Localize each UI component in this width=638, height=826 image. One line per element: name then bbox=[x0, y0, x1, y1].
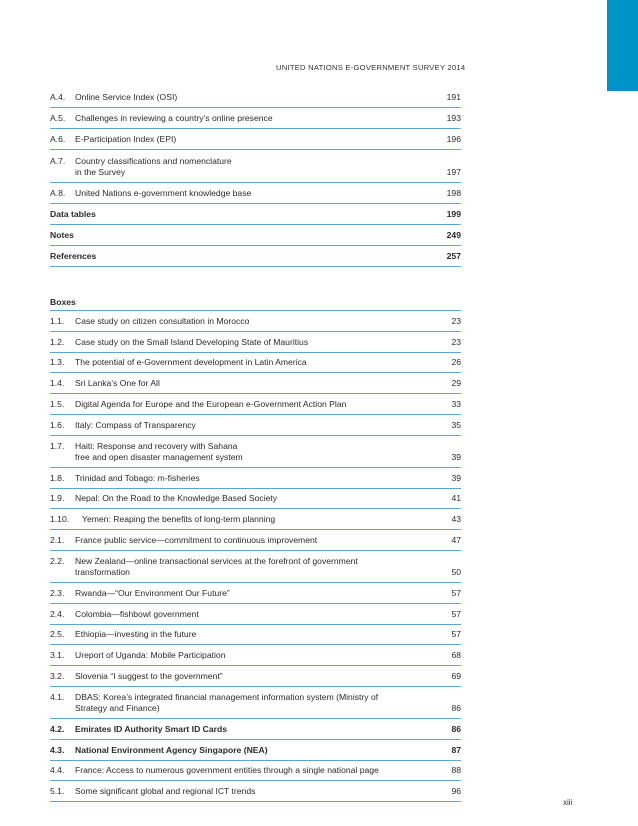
entry-page-number: 257 bbox=[446, 251, 461, 261]
entry-page-number: 29 bbox=[451, 378, 461, 389]
entry-number: 1.2. bbox=[50, 336, 65, 347]
entry-page-number: 249 bbox=[446, 230, 461, 240]
toc-entry[interactable] bbox=[50, 311, 461, 332]
entry-number: 4.3. bbox=[50, 744, 65, 755]
toc-entry[interactable] bbox=[50, 225, 461, 246]
entry-title-text: Notes bbox=[50, 230, 74, 240]
toc-entry[interactable] bbox=[50, 604, 461, 625]
toc-entry[interactable] bbox=[50, 246, 461, 267]
toc-entry[interactable] bbox=[50, 468, 461, 489]
entry-title bbox=[50, 671, 415, 682]
toc-entry[interactable] bbox=[50, 129, 461, 150]
entry-page-number: 39 bbox=[451, 472, 461, 483]
entry-number: 3.2. bbox=[50, 670, 65, 681]
entry-title-continued: in the Survey bbox=[75, 167, 126, 177]
entry-number: 4.4. bbox=[50, 765, 65, 776]
boxes-list bbox=[50, 311, 461, 802]
entry-number: 4.2. bbox=[50, 723, 65, 734]
entry-page-number: 196 bbox=[446, 134, 461, 144]
entry-title-text: Online Service Index (OSI) bbox=[75, 92, 178, 102]
entry-page-number: 86 bbox=[451, 702, 461, 713]
toc-entry[interactable] bbox=[50, 353, 461, 374]
entry-number: 1.7. bbox=[50, 440, 65, 451]
page-number: xiii bbox=[563, 798, 573, 807]
entry-title bbox=[50, 230, 415, 241]
table-of-contents bbox=[50, 87, 461, 802]
entry-number: 1.4. bbox=[50, 378, 65, 389]
toc-entry[interactable] bbox=[50, 489, 461, 510]
entry-title-text: Yemen: Reaping the benefits of long-term planning bbox=[82, 514, 276, 525]
entry-title bbox=[50, 441, 415, 463]
toc-entry[interactable] bbox=[50, 719, 461, 740]
entry-number: 5.1. bbox=[50, 786, 65, 797]
entry-title-text: Trinidad and Tobago: m-fisheries bbox=[75, 472, 200, 483]
entry-title bbox=[50, 609, 415, 620]
toc-entry[interactable] bbox=[50, 204, 461, 225]
entry-title-text: Emirates ID Authority Smart ID Cards bbox=[75, 723, 228, 734]
running-header: UNITED NATIONS E-GOVERNMENT SURVEY 2014 bbox=[276, 63, 466, 72]
entry-title-text: Digital Agenda for Europe and the European e-Government Action Plan bbox=[75, 398, 347, 409]
annex-entries bbox=[50, 87, 461, 204]
entry-page-number: 69 bbox=[451, 670, 461, 681]
entry-page-number: 50 bbox=[451, 566, 461, 577]
entry-title-text: France: Access to numerous government entities through a single national page bbox=[75, 765, 379, 776]
boxes-heading-label: Boxes bbox=[50, 297, 76, 307]
entry-title-text: References bbox=[50, 251, 97, 261]
entry-number: 1.1. bbox=[50, 315, 65, 326]
entry-title-text: Italy: Compass of Transparency bbox=[75, 419, 196, 430]
entry-number: 2.3. bbox=[50, 587, 65, 598]
entry-page-number: 57 bbox=[451, 587, 461, 598]
entry-page-number: 43 bbox=[451, 514, 461, 525]
entry-number: A.8. bbox=[50, 188, 66, 198]
toc-entry[interactable] bbox=[50, 740, 461, 761]
entry-title-text: Case study on the Small Island Developing State of Mauritius bbox=[75, 336, 309, 347]
entry-title-text: Slovenia “I suggest to the government” bbox=[75, 670, 223, 681]
entry-page-number: 41 bbox=[451, 493, 461, 504]
toc-entry[interactable] bbox=[50, 415, 461, 436]
entry-title-continued: Strategy and Finance) bbox=[75, 702, 160, 713]
entry-title bbox=[50, 765, 415, 776]
entry-page-number: 88 bbox=[451, 765, 461, 776]
toc-entry[interactable] bbox=[50, 183, 461, 204]
entry-title-text: United Nations e-government knowledge base bbox=[75, 188, 252, 198]
entry-title-text: Haiti: Response and recovery with Sahana bbox=[75, 440, 238, 451]
toc-entry[interactable] bbox=[50, 394, 461, 415]
entry-page-number: 39 bbox=[451, 451, 461, 462]
entry-title-text: Challenges in reviewing a country’s online presence bbox=[75, 113, 273, 123]
entry-number: 4.1. bbox=[50, 691, 65, 702]
toc-entry[interactable] bbox=[50, 645, 461, 666]
entry-title-text: Case study on citizen consultation in Morocco bbox=[75, 315, 250, 326]
entry-title-text: Ureport of Uganda: Mobile Participation bbox=[75, 650, 226, 661]
entry-title-text: Ethiopia—investing in the future bbox=[75, 629, 197, 640]
toc-entry[interactable] bbox=[50, 332, 461, 353]
toc-entry[interactable] bbox=[50, 761, 461, 782]
entry-number: 1.10. bbox=[50, 514, 70, 525]
toc-entry[interactable] bbox=[50, 625, 461, 646]
entry-number: 2.2. bbox=[50, 555, 65, 566]
entry-number: 2.4. bbox=[50, 608, 65, 619]
toc-entry[interactable] bbox=[50, 687, 461, 719]
toc-entry[interactable] bbox=[50, 530, 461, 551]
entry-title bbox=[50, 745, 415, 756]
entry-number: 1.5. bbox=[50, 398, 65, 409]
entry-page-number: 86 bbox=[451, 723, 461, 734]
entry-title bbox=[50, 337, 415, 348]
toc-entry[interactable] bbox=[50, 373, 461, 394]
entry-title bbox=[50, 113, 415, 124]
entry-page-number: 33 bbox=[451, 398, 461, 409]
entry-page-number: 68 bbox=[451, 650, 461, 661]
entry-title bbox=[50, 209, 415, 220]
entry-number: 2.5. bbox=[50, 629, 65, 640]
entry-number: A.7. bbox=[50, 156, 66, 166]
toc-entry[interactable] bbox=[50, 781, 461, 802]
toc-entry[interactable] bbox=[50, 108, 461, 129]
boxes-heading bbox=[50, 285, 461, 311]
entry-page-number: 47 bbox=[451, 534, 461, 545]
entry-title-text: E-Participation Index (EPI) bbox=[75, 134, 177, 144]
entry-title-text: Rwanda—“Our Environment Our Future” bbox=[75, 587, 230, 598]
entry-page-number: 191 bbox=[446, 92, 461, 102]
toc-entry[interactable] bbox=[50, 509, 461, 530]
entry-title-text: National Environment Agency Singapore (NEA) bbox=[75, 744, 268, 755]
entry-title-text: New Zealand—online transactional services at the forefront of government bbox=[75, 555, 358, 566]
entry-title bbox=[50, 316, 415, 327]
main-sections bbox=[50, 204, 461, 267]
entry-title bbox=[50, 556, 415, 578]
entry-page-number: 23 bbox=[451, 336, 461, 347]
entry-number: 3.1. bbox=[50, 650, 65, 661]
entry-page-number: 26 bbox=[451, 357, 461, 368]
toc-entry[interactable] bbox=[50, 436, 461, 468]
entry-title bbox=[50, 399, 415, 410]
entry-title-continued: free and open disaster management system bbox=[75, 451, 243, 462]
entry-title-text: France public service—commitment to continuous improvement bbox=[75, 534, 318, 545]
entry-number: A.4. bbox=[50, 92, 66, 102]
entry-title bbox=[50, 188, 415, 199]
toc-entry[interactable] bbox=[50, 150, 461, 183]
entry-title-text: Country classifications and nomenclature bbox=[75, 156, 232, 166]
entry-title bbox=[50, 692, 415, 714]
entry-page-number: 87 bbox=[451, 744, 461, 755]
entry-title bbox=[50, 535, 415, 546]
entry-title bbox=[50, 629, 415, 640]
entry-number: 2.1. bbox=[50, 534, 65, 545]
entry-title bbox=[50, 378, 415, 389]
entry-title bbox=[50, 134, 415, 145]
entry-title bbox=[50, 156, 415, 178]
entry-title bbox=[50, 588, 415, 599]
entry-page-number: 23 bbox=[451, 315, 461, 326]
entry-page-number: 199 bbox=[446, 209, 461, 219]
entry-page-number: 57 bbox=[451, 608, 461, 619]
entry-page-number: 96 bbox=[451, 786, 461, 797]
side-tab bbox=[607, 0, 638, 91]
entry-page-number: 197 bbox=[446, 167, 461, 177]
entry-page-number: 35 bbox=[451, 419, 461, 430]
entry-number: 1.6. bbox=[50, 419, 65, 430]
entry-title bbox=[50, 251, 415, 262]
entry-title bbox=[50, 357, 415, 368]
entry-title-continued: transformation bbox=[75, 566, 130, 577]
entry-title-text: Nepal: On the Road to the Knowledge Based Society bbox=[75, 493, 278, 504]
entry-title-text: The potential of e-Government development in Latin America bbox=[75, 357, 307, 368]
entry-number: 1.9. bbox=[50, 493, 65, 504]
entry-title bbox=[50, 514, 415, 525]
entry-title bbox=[50, 92, 415, 103]
toc-entry[interactable] bbox=[50, 583, 461, 604]
entry-number: 1.8. bbox=[50, 472, 65, 483]
entry-title bbox=[50, 724, 415, 735]
entry-title-text: Data tables bbox=[50, 209, 96, 219]
entry-number: A.5. bbox=[50, 113, 66, 123]
toc-entry[interactable] bbox=[50, 666, 461, 687]
entry-title-text: Sri Lanka’s One for All bbox=[75, 378, 160, 389]
entry-title bbox=[50, 493, 415, 504]
entry-title-text: DBAS: Korea’s integrated financial management information system (Ministry of bbox=[75, 691, 379, 702]
entry-page-number: 57 bbox=[451, 629, 461, 640]
entry-number: 1.3. bbox=[50, 357, 65, 368]
entry-page-number: 193 bbox=[446, 113, 461, 123]
entry-title bbox=[50, 473, 415, 484]
toc-entry[interactable] bbox=[50, 87, 461, 108]
entry-title-text: Colombia—fishbowl government bbox=[75, 608, 199, 619]
entry-title bbox=[50, 650, 415, 661]
entry-title bbox=[50, 786, 415, 797]
entry-title bbox=[50, 420, 415, 431]
entry-title-text: Some significant global and regional ICT trends bbox=[75, 786, 256, 797]
entry-page-number: 198 bbox=[446, 188, 461, 198]
toc-entry[interactable] bbox=[50, 551, 461, 583]
entry-number: A.6. bbox=[50, 134, 66, 144]
